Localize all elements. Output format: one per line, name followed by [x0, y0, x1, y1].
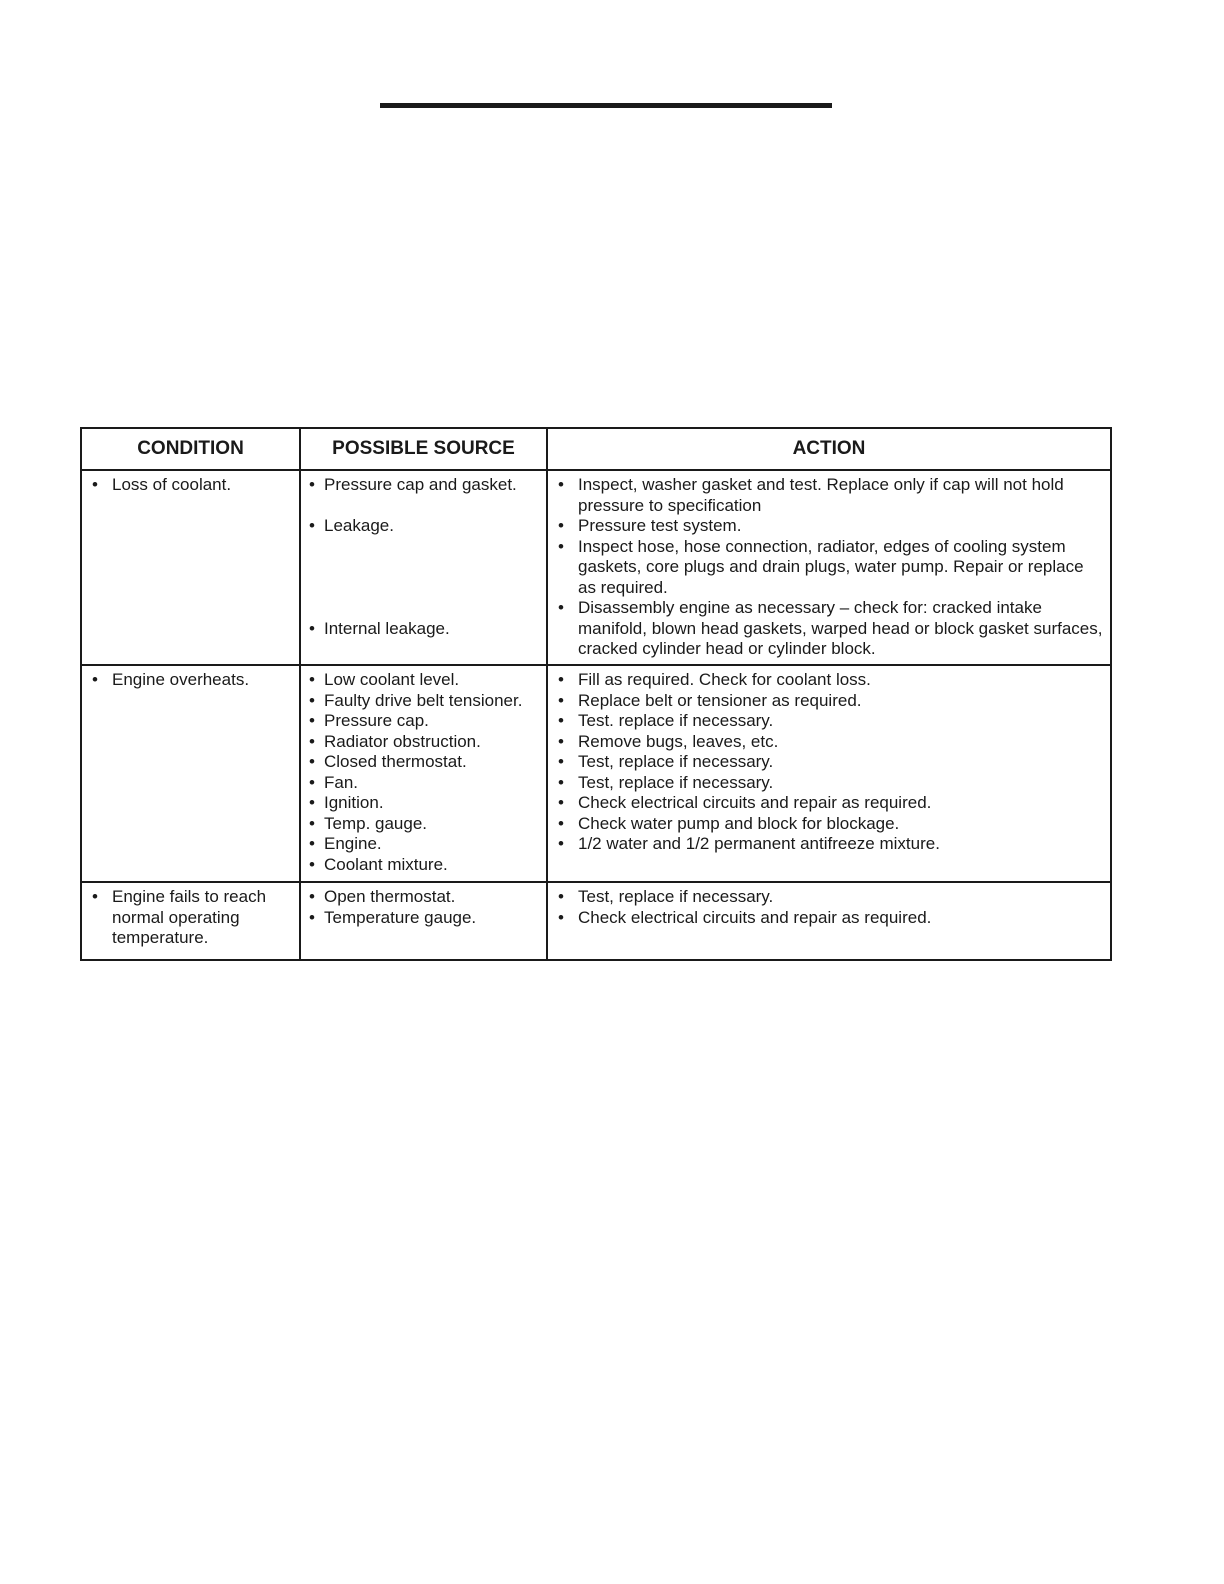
header-condition: CONDITION: [81, 428, 300, 470]
action-item: • Test. replace if necessary.: [556, 711, 1106, 732]
source-cell: [300, 665, 547, 882]
action-item: • Disassembly engine as necessary – check for: cracked intake manifold, blown head gaskets, warped head or block gasket surfaces, cracked cylinder head or cylinder block.: [556, 598, 1106, 660]
source-item: • Radiator obstruction.: [309, 732, 542, 753]
action-item: • Test, replace if necessary.: [556, 752, 1106, 773]
header-action: ACTION: [547, 428, 1111, 470]
action-item: • Check electrical circuits and repair as required.: [556, 908, 1106, 929]
action-item: • Replace belt or tensioner as required.: [556, 691, 1106, 712]
condition-item: • Loss of coolant.: [90, 475, 295, 496]
action-cell: [547, 470, 1111, 665]
source-item: • Coolant mixture.: [309, 855, 542, 876]
action-cell: [547, 882, 1111, 960]
source-item: • Temp. gauge.: [309, 814, 542, 835]
title-rule: [380, 103, 832, 108]
source-item: • Closed thermostat.: [309, 752, 542, 773]
table-row: [81, 665, 1111, 882]
source-item: • Temperature gauge.: [309, 908, 542, 929]
action-item: • Test, replace if necessary.: [556, 887, 1106, 908]
condition-item: • Engine overheats.: [90, 670, 295, 691]
source-cell: [300, 882, 547, 960]
condition-item: • Engine fails to reach normal operating temperature.: [90, 887, 295, 949]
source-item: • Ignition.: [309, 793, 542, 814]
action-item: • Test, replace if necessary.: [556, 773, 1106, 794]
action-item: • Inspect hose, hose connection, radiator, edges of cooling system gaskets, core plugs and drain plugs, water pump. Repair or replace as required.: [556, 537, 1106, 599]
action-item: • Remove bugs, leaves, etc.: [556, 732, 1106, 753]
table-row: [81, 470, 1111, 665]
header-row: [81, 428, 1111, 470]
action-cell: [547, 665, 1111, 882]
action-item: • Pressure test system.: [556, 516, 1106, 537]
action-item: • 1/2 water and 1/2 permanent antifreeze mixture.: [556, 834, 1106, 855]
header-possible-source: POSSIBLE SOURCE: [300, 428, 547, 470]
condition-cell: [81, 882, 300, 960]
action-item: • Fill as required. Check for coolant loss.: [556, 670, 1106, 691]
source-item: • Open thermostat.: [309, 887, 542, 908]
action-item: • Inspect, washer gasket and test. Replace only if cap will not hold pressure to specification: [556, 475, 1106, 516]
source-item: • Low coolant level.: [309, 670, 542, 691]
source-item: • Pressure cap and gasket.: [309, 475, 542, 496]
condition-cell: [81, 665, 300, 882]
source-item: • Leakage.: [309, 516, 542, 537]
condition-cell: [81, 470, 300, 665]
troubleshooting-table: [80, 427, 1112, 961]
action-item: • Check electrical circuits and repair as required.: [556, 793, 1106, 814]
source-cell: [300, 470, 547, 665]
source-item: • Faulty drive belt tensioner.: [309, 691, 542, 712]
source-item: • Engine.: [309, 834, 542, 855]
source-item: • Fan.: [309, 773, 542, 794]
source-item: • Internal leakage.: [309, 619, 542, 640]
action-item: • Check water pump and block for blockage.: [556, 814, 1106, 835]
source-item: • Pressure cap.: [309, 711, 542, 732]
table-row: [81, 882, 1111, 960]
